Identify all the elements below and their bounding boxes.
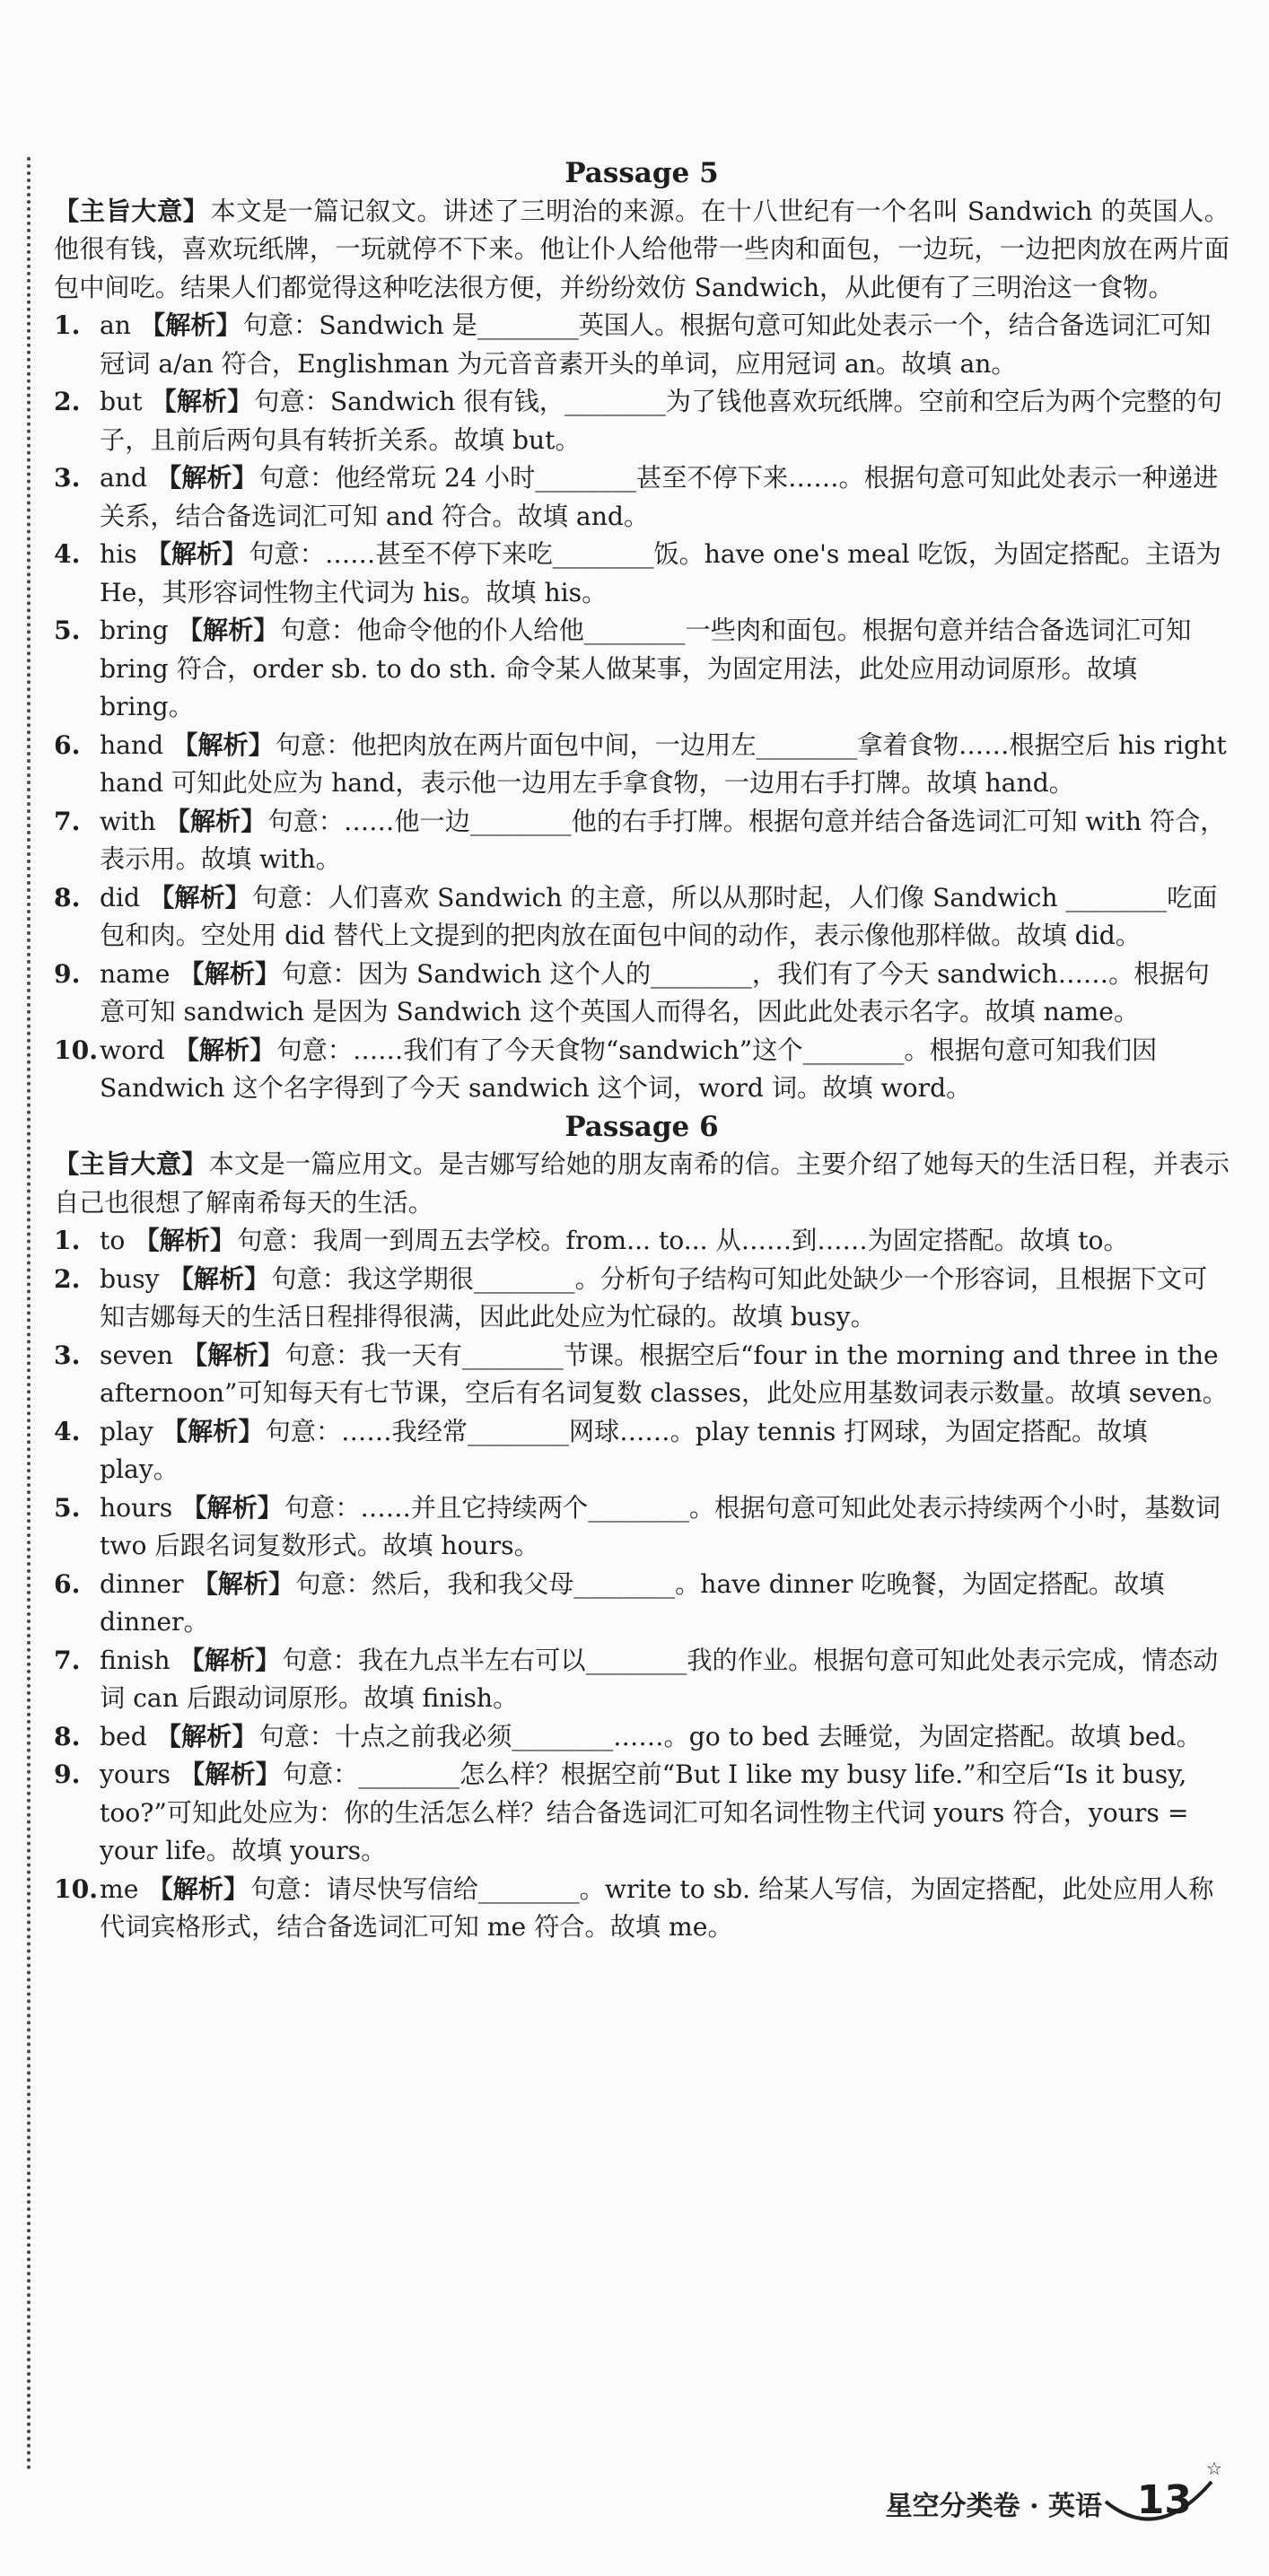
- analysis-tag: 【解析】: [179, 958, 281, 989]
- item-answer: dinner: [100, 1568, 184, 1599]
- analysis-tag: 【解析】: [134, 1226, 236, 1255]
- item-explanation: 句意：……并且它持续两个________。根据句意可知此处表示持续两个小时，基数词 two 后跟名词复数形式。故填 hours。: [100, 1492, 1221, 1560]
- list-item: [54, 956, 1230, 1032]
- item-number: 4.: [54, 1416, 81, 1446]
- item-explanation: 句意：我这学期很________。分析句子结构可知此处缺少一个形容词，且根据下文可知吉娜每天的生活日程排得很满，因此此处应为忙碌的。故填 busy。: [100, 1263, 1208, 1332]
- list-item: [54, 1337, 1230, 1413]
- item-explanation: 句意：我周一到周五去学校。from... to... 从……到……为固定搭配。故填 to。: [237, 1226, 1129, 1255]
- analysis-tag: 【解析】: [139, 310, 241, 340]
- analysis-tag: 【解析】: [149, 882, 250, 913]
- item-explanation: 句意：人们喜欢 Sandwich 的主意，所以从那时起，人们像 Sandwich ________吃面包和肉。空处用 did 替代上文提到的把肉放在面包中间的动作，表示像他那样做。故填 did。: [100, 882, 1218, 950]
- item-explanation: 句意：我一天有________节课。根据空后“four in the morning and three in the afternoon”可知每天有七节课，空后有名词复数 classes，此处应用基数词表示数量。故填 seven。: [100, 1340, 1228, 1408]
- item-answer: hours: [100, 1492, 173, 1523]
- item-number: 7.: [54, 806, 81, 836]
- list-item: [54, 1566, 1230, 1642]
- answer-content: [54, 154, 1230, 1947]
- item-number: 8.: [54, 1721, 81, 1751]
- item-number: 10.: [54, 1873, 99, 1904]
- item-answer: his: [100, 539, 137, 569]
- list-item: [54, 727, 1230, 803]
- analysis-tag: 【解析】: [173, 1035, 276, 1065]
- analysis-tag: 【解析】: [177, 616, 279, 645]
- list-item: [54, 1222, 1230, 1261]
- item-number: 8.: [54, 882, 81, 913]
- analysis-tag: 【解析】: [147, 1873, 249, 1904]
- analysis-tag: 【解析】: [172, 729, 274, 760]
- svg-text:☆: ☆: [1206, 2458, 1222, 2479]
- item-explanation: 句意：……我经常________网球……。play tennis 打网球，为固定搭配。故填 play。: [100, 1416, 1148, 1484]
- list-item: [54, 612, 1230, 727]
- item-number: 1.: [54, 1226, 81, 1255]
- item-number: 3.: [54, 463, 81, 493]
- summary-text: 本文是一篇应用文。是吉娜写给她的朋友南希的信。主要介绍了她每天的生活日程，并表示自己也很想了解南希每天的生活。: [54, 1149, 1230, 1218]
- analysis-tag: 【解析】: [145, 539, 248, 569]
- item-answer: me: [100, 1873, 139, 1904]
- list-item: [54, 383, 1230, 459]
- item-answer: did: [100, 882, 141, 913]
- analysis-tag: 【解析】: [192, 1568, 294, 1599]
- item-explanation: 句意：然后，我和我父母________。have dinner 吃晚餐，为固定搭配。故填 dinner。: [100, 1568, 1165, 1637]
- item-explanation: 句意：Sandwich 是________英国人。根据句意可知此处表示一个，结合备选词汇可知冠词 a/an 符合，Englishman 为元音音素开头的单词，应用冠词 an。故填 an。: [100, 310, 1212, 379]
- summary-tag: 【主旨大意】: [54, 196, 209, 226]
- analysis-tag: 【解析】: [179, 1760, 281, 1789]
- item-answer: to: [100, 1226, 126, 1255]
- list-item: [54, 459, 1230, 536]
- item-answer: yours: [100, 1760, 171, 1789]
- item-explanation: 句意：________怎么样？根据空前“But I like my busy life.”和空后“Is it busy, too?”可知此处应为：你的生活怎么样？结合备选词汇可知名词性物主代词 yours 符合，yours = your life。故填 yours。: [100, 1760, 1189, 1865]
- summary-text: 本文是一篇记叙文。讲述了三明治的来源。在十八世纪有一个名叫 Sandwich 的英国人。他很有钱，喜欢玩纸牌，一玩就停不下来。他让仆人给他带一些肉和面包，一边玩，一边把肉放在两片面包中间吃。结果人们都觉得这种吃法很方便，并纷纷效仿 Sandwich，从此便有了三明治这一食物。: [54, 196, 1230, 302]
- list-item: [54, 879, 1230, 956]
- item-explanation: 句意：因为 Sandwich 这个人的________，我们有了今天 sandwich……。根据句意可知 sandwich 是因为 Sandwich 这个英国人而得名，因此此处表示名字。故填 name。: [100, 958, 1210, 1026]
- analysis-tag: 【解析】: [181, 1492, 283, 1523]
- list-item: [54, 307, 1230, 383]
- item-number: 6.: [54, 729, 81, 760]
- passage-6-title: Passage 6: [564, 1110, 719, 1143]
- item-answer: word: [100, 1035, 165, 1065]
- passage-6-summary: [54, 1146, 1230, 1222]
- analysis-tag: 【解析】: [181, 1340, 284, 1370]
- item-explanation: 句意：……他一边________他的右手打牌。根据句意并结合备选词汇可知 with 符合，表示用。故填 with。: [100, 806, 1226, 874]
- analysis-tag: 【解析】: [156, 463, 258, 493]
- item-answer: with: [100, 806, 156, 836]
- item-answer: bed: [100, 1721, 147, 1751]
- item-explanation: 句意：他把肉放在两片面包中间，一边用左________拿着食物……根据空后 his right hand 可知此处应为 hand，表示他一边用左手拿食物，一边用右手打牌。故填 hand。: [100, 729, 1227, 798]
- item-number: 2.: [54, 387, 81, 416]
- item-number: 9.: [54, 1760, 81, 1789]
- list-item: [54, 1032, 1230, 1108]
- item-number: 7.: [54, 1645, 81, 1675]
- list-item: [54, 803, 1230, 879]
- item-explanation: 句意：……甚至不停下来吃________饭。have one's meal 吃饭，为固定搭配。主语为 He，其形容词性物主代词为 his。故填 his。: [100, 539, 1221, 607]
- book-title: 星空分类卷 · 英语: [885, 2491, 1102, 2522]
- item-answer: seven: [100, 1340, 173, 1370]
- item-explanation: 句意：我在九点半左右可以________我的作业。根据句意可知此处表示完成，情态动词 can 后跟动词原形。故填 finish。: [100, 1645, 1219, 1713]
- item-answer: name: [100, 958, 171, 989]
- list-item: [54, 1756, 1230, 1871]
- item-number: 9.: [54, 958, 81, 989]
- summary-tag: 【主旨大意】: [54, 1149, 207, 1179]
- item-number: 3.: [54, 1340, 81, 1370]
- page-number: 13: [1136, 2477, 1192, 2523]
- item-answer: finish: [100, 1645, 171, 1675]
- item-answer: hand: [100, 729, 164, 760]
- item-answer: busy: [100, 1263, 160, 1294]
- item-number: 6.: [54, 1568, 81, 1599]
- analysis-tag: 【解析】: [164, 806, 267, 836]
- list-item: [54, 1718, 1230, 1757]
- binding-dotted-line: [27, 157, 31, 2472]
- analysis-tag: 【解析】: [151, 387, 253, 416]
- list-item: [54, 1489, 1230, 1566]
- list-item: [54, 1642, 1230, 1718]
- analysis-tag: 【解析】: [162, 1416, 264, 1446]
- item-number: 10.: [54, 1035, 99, 1065]
- passage-6-items: [54, 1222, 1230, 1947]
- item-answer: play: [100, 1416, 153, 1446]
- list-item: [54, 1871, 1230, 1947]
- passage-5-summary: [54, 193, 1230, 308]
- item-answer: bring: [100, 616, 169, 645]
- item-explanation: 句意：十点之前我必须________……。go to bed 去睡觉，为固定搭配。故填 bed。: [258, 1721, 1202, 1751]
- item-explanation: 句意：……我们有了今天食物“sandwich”这个________。根据句意可知我们因 Sandwich 这个名字得到了今天 sandwich 这个词，word 词。故填 word。: [100, 1035, 1158, 1103]
- page-footer: [727, 2455, 1230, 2536]
- item-number: 4.: [54, 539, 81, 569]
- passage-5-title: Passage 5: [564, 157, 719, 189]
- list-item: [54, 1413, 1230, 1489]
- analysis-tag: 【解析】: [179, 1645, 281, 1675]
- item-answer: and: [100, 463, 148, 493]
- item-explanation: 句意：请尽快写信给________。write to sb. 给某人写信，为固定搭配，此处应用人称代词宾格形式，结合备选词汇可知 me 符合。故填 me。: [100, 1873, 1214, 1942]
- item-number: 1.: [54, 310, 81, 340]
- item-number: 5.: [54, 1492, 81, 1523]
- analysis-tag: 【解析】: [168, 1263, 270, 1294]
- passage-5-items: [54, 307, 1230, 1108]
- list-item: [54, 536, 1230, 612]
- item-explanation: 句意：他命令他的仆人给他________一些肉和面包。根据句意并结合备选词汇可知 bring 符合，order sb. to do sth. 命令某人做某事，为固定用法，此处应用动词原形。故填 bring。: [100, 616, 1192, 721]
- item-answer: an: [100, 310, 131, 340]
- item-number: 5.: [54, 616, 81, 645]
- list-item: [54, 1261, 1230, 1337]
- item-answer: but: [100, 387, 143, 416]
- item-explanation: 句意：他经常玩 24 小时________甚至不停下来……。根据句意可知此处表示一种递进关系，结合备选词汇可知 and 符合。故填 and。: [100, 463, 1219, 531]
- item-explanation: 句意：Sandwich 很有钱，________为了钱他喜欢玩纸牌。空前和空后为两个完整的句子，且前后两句具有转折关系。故填 but。: [100, 387, 1222, 455]
- analysis-tag: 【解析】: [155, 1721, 258, 1751]
- item-number: 2.: [54, 1263, 81, 1294]
